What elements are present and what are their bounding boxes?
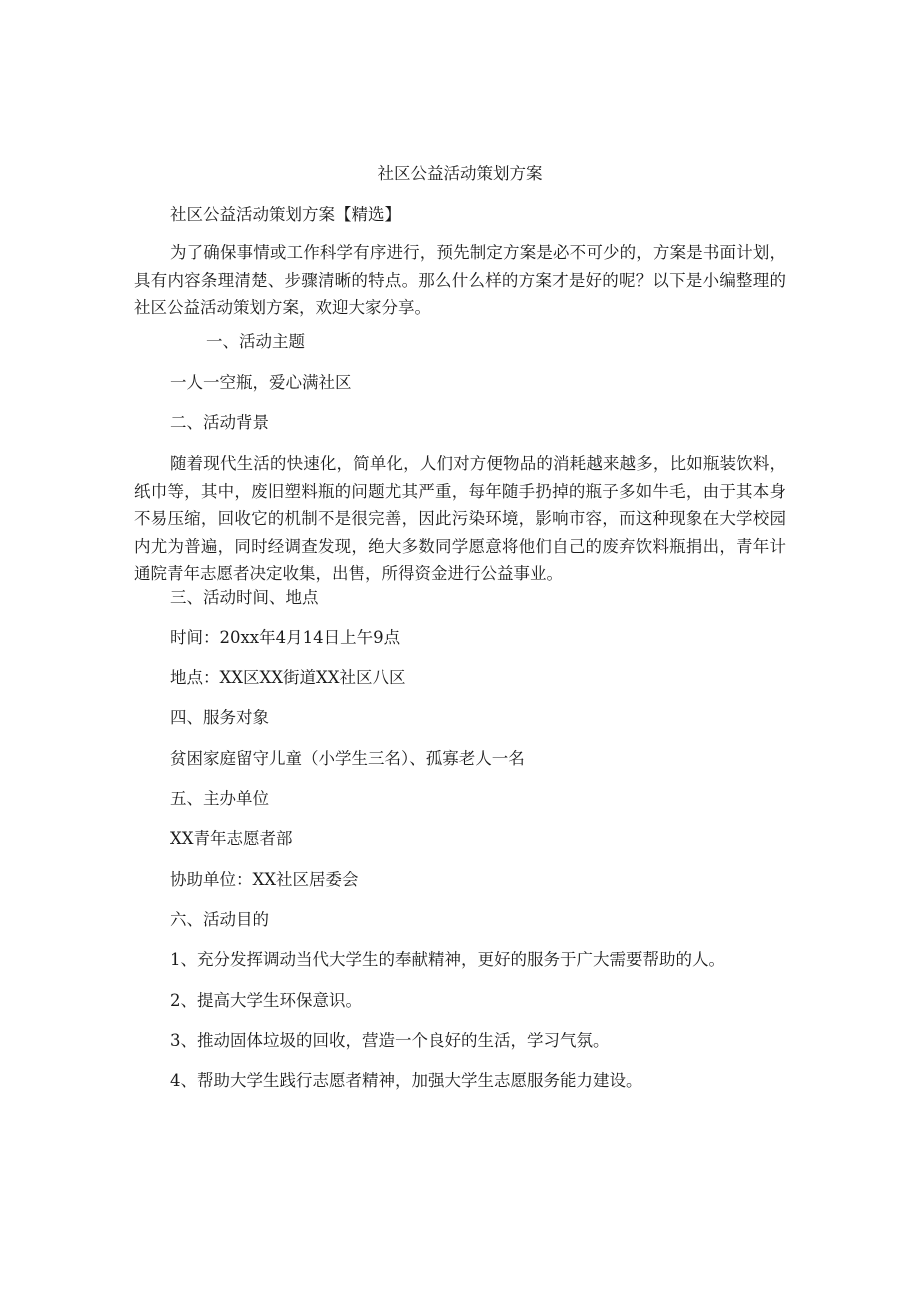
list-item: 1、充分发挥调动当代大学生的奉献精神，更好的服务于广大需要帮助的人。: [170, 950, 725, 969]
document-title: 社区公益活动策划方案: [377, 164, 543, 183]
section-6-heading: 六、活动目的: [170, 910, 269, 929]
section-3-time: 时间：20xx年4月14日上午9点: [170, 628, 401, 647]
list-item: 3、推动固体垃圾的回收，营造一个良好的生活，学习气氛。: [170, 1031, 610, 1050]
section-5-heading: 五、主办单位: [170, 789, 269, 808]
intro-paragraph: 为了确保事情或工作科学有序进行，预先制定方案是必不可少的，方案是书面计划，具有内容条理清楚、步骤清晰的特点。那么什么样的方案才是好的呢？以下是小编整理的社区公益活动策划方案，欢迎大家分享。: [134, 243, 786, 317]
section-2-paragraph: 随着现代生活的快速化，简单化，人们对方便物品的消耗越来越多，比如瓶装饮料，纸巾等，其中，废旧塑料瓶的问题尤其严重，每年随手扔掉的瓶子多如牛毛，由于其本身不易压缩，回收它的机制不是很完善，因此污染环境，影响市容，而这种现象在大学校园内尤为普遍，同时经调查发现，绝大多数同学愿意将他们自己的废弃饮料瓶捐出，青年计通院青年志愿者决定收集，出售，所得资金进行公益事业。: [134, 454, 786, 583]
section-4-text: 贫困家庭留守儿童（小学生三名）、孤寡老人一名: [170, 749, 525, 768]
document-subtitle: 社区公益活动策划方案【精选】: [170, 205, 401, 224]
section-5-host: XX青年志愿者部: [170, 829, 293, 848]
section-3-place: 地点：XX区XX街道XX社区八区: [170, 668, 406, 687]
list-item: 2、提高大学生环保意识。: [170, 991, 362, 1010]
list-item: 4、帮助大学生践行志愿者精神，加强大学生志愿服务能力建设。: [170, 1071, 643, 1090]
section-4-heading: 四、服务对象: [170, 708, 269, 727]
section-5-assist: 协助单位：XX社区居委会: [170, 870, 359, 889]
section-1-heading: 一、活动主题: [206, 332, 305, 351]
section-2-heading: 二、活动背景: [170, 413, 269, 432]
section-3-heading: 三、活动时间、地点: [170, 588, 319, 607]
section-1-text: 一人一空瓶，爱心满社区: [170, 373, 352, 392]
